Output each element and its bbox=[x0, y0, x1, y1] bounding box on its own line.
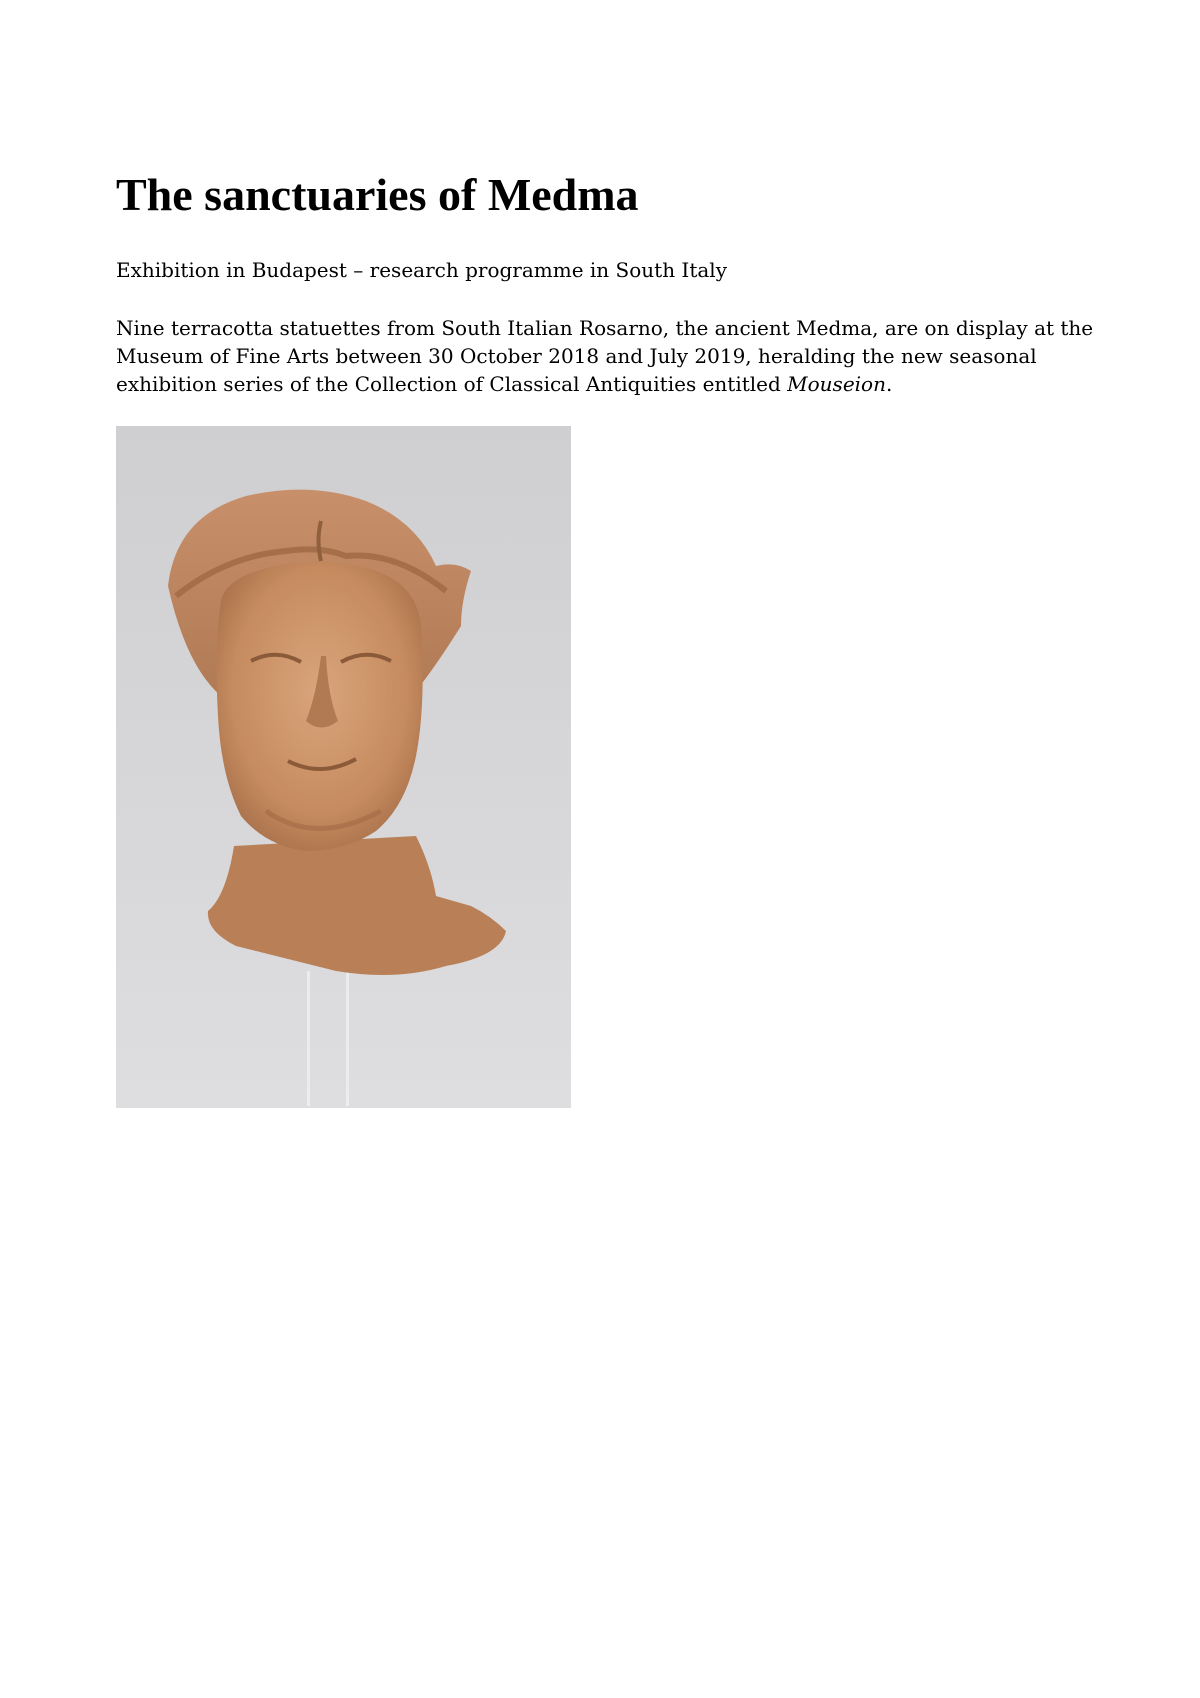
intro-text: Nine terracotta statuettes from South Italian Rosarno, the ancient Medma, are on display at the Museum of Fine Arts between 30 October 2018 and July 2019, heralding the new seasonal exhibition series of the Collection of Classical Antiquities entitled bbox=[116, 316, 1094, 396]
intro-emphasis: Mouseion bbox=[787, 372, 886, 396]
terracotta-head-illustration bbox=[116, 426, 571, 1108]
support-rod bbox=[346, 971, 349, 1106]
intro-ending: . bbox=[885, 372, 893, 396]
neck bbox=[208, 836, 506, 975]
support-rod bbox=[307, 971, 310, 1106]
intro-paragraph bbox=[116, 314, 1106, 398]
terracotta-head-photo bbox=[116, 426, 571, 1108]
subtitle: Exhibition in Budapest – research programme in South Italy bbox=[116, 258, 727, 282]
page-title: The sanctuaries of Medma bbox=[116, 169, 639, 220]
